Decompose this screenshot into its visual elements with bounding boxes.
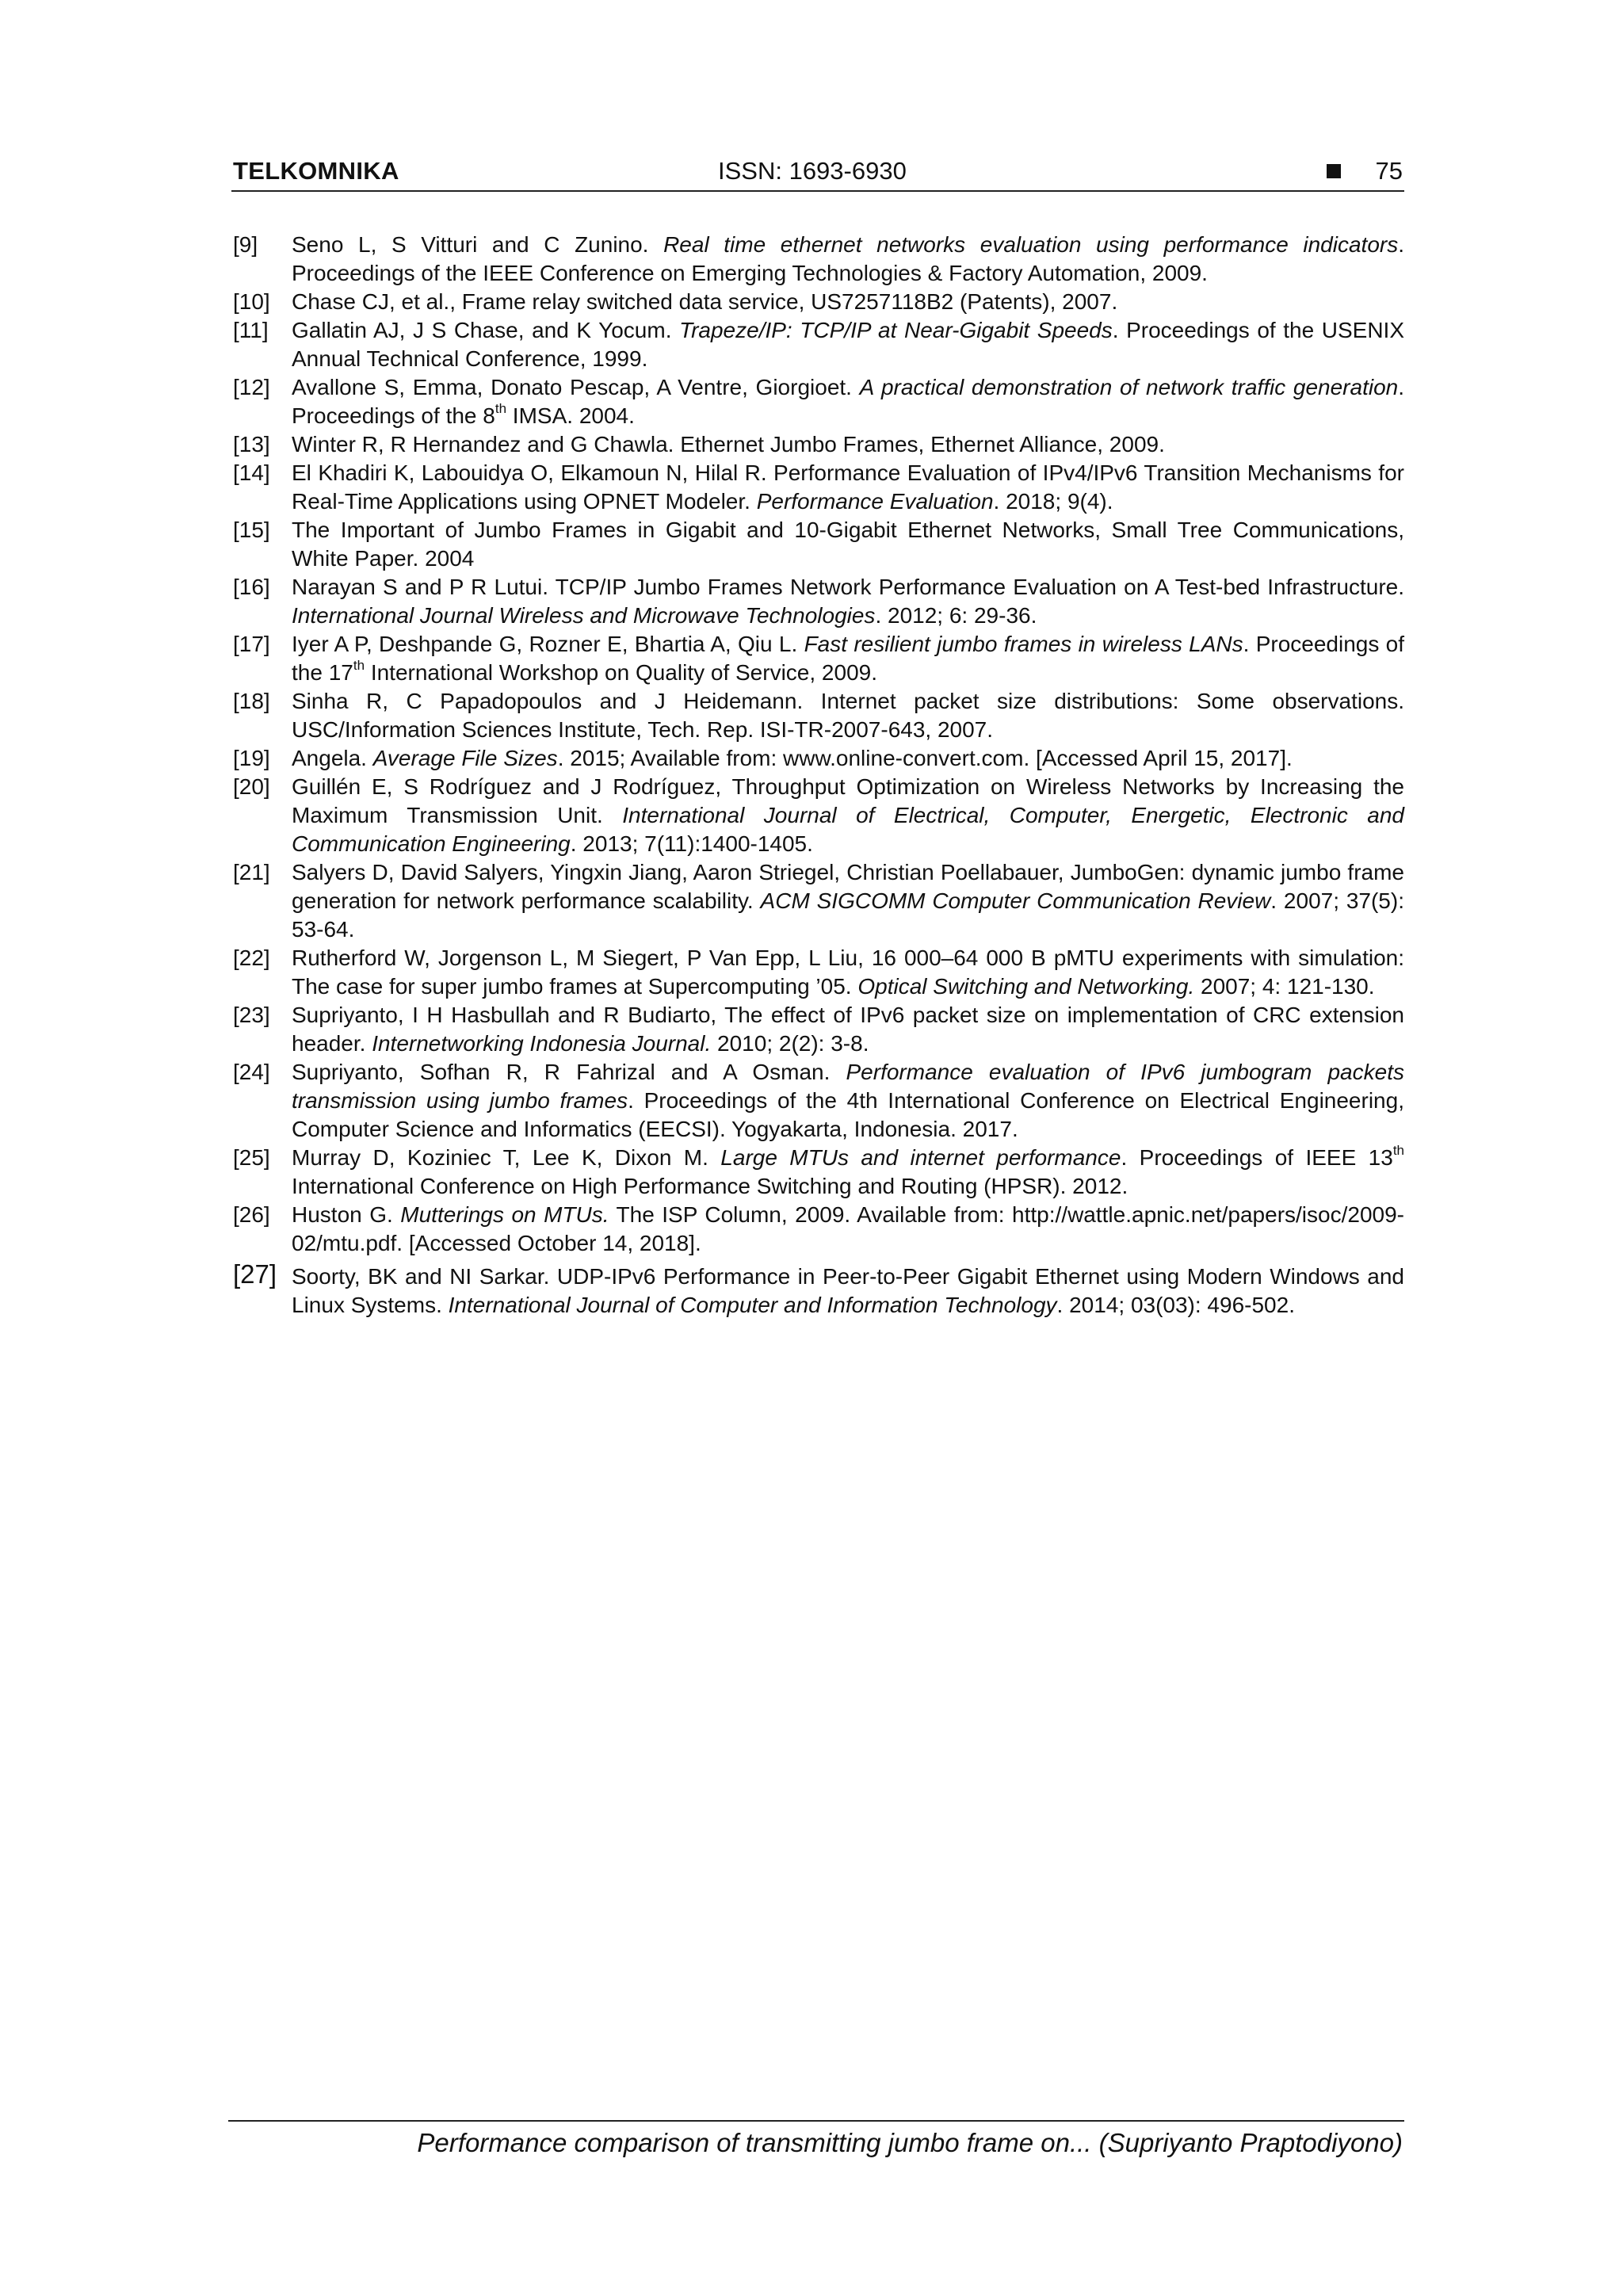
reference-item <box>231 516 1404 573</box>
reference-item <box>231 1001 1404 1058</box>
reference-item <box>231 687 1404 744</box>
reference-italic-title: Real time ethernet networks evaluation using performance indicators <box>663 232 1399 257</box>
reference-segment: The Important of Jumbo Frames in Gigabit and 10-Gigabit Ethernet Networks, Small Tree Communications, White Paper. 2004 <box>292 518 1404 571</box>
reference-italic-title: Optical Switching and Networking. <box>857 974 1195 999</box>
reference-number: [12] <box>233 375 270 399</box>
issn: ISSN: 1693-6930 <box>718 157 907 185</box>
reference-text <box>292 459 1404 516</box>
reference-segment: . Proceedings of the 8 <box>292 375 1405 428</box>
reference-segment: . Proceedings of the USENIX Annual Technical Conference, 1999. <box>292 318 1404 371</box>
reference-number: [22] <box>233 946 270 970</box>
running-footer: Performance comparison of transmitting jumbo frame on... (Supriyanto Praptodiyono) <box>417 2128 1403 2157</box>
superscript: th <box>495 400 507 416</box>
reference-italic-title: Average File Sizes <box>372 746 558 770</box>
reference-segment: 2010; 2(2): 3-8. <box>711 1031 869 1056</box>
reference-segment: Gallatin AJ, J S Chase, and K Yocum. <box>292 318 680 342</box>
reference-segment: Chase CJ, et al., Frame relay switched data service, US7257118B2 (Patents), 2007. <box>292 289 1118 314</box>
reference-list <box>231 231 1404 1320</box>
reference-segment: . 2007; 37(5): 53-64. <box>292 888 1404 942</box>
reference-italic-title: Large MTUs and internet performance <box>720 1145 1121 1170</box>
reference-italic-title: Internetworking Indonesia Journal. <box>372 1031 712 1056</box>
reference-segment: The ISP Column, 2009. Available from: http://wattle.apnic.net/papers/isoc/2009-02/mtu.pdf. [Accessed October 14, 2018]. <box>292 1202 1404 1255</box>
reference-item <box>231 316 1404 373</box>
reference-italic-title: International Journal Wireless and Microwave Technologies <box>292 603 876 628</box>
page-header <box>231 155 1404 192</box>
reference-number: [19] <box>233 746 270 770</box>
reference-italic-title: Fast resilient jumbo frames in wireless LANs <box>804 632 1243 656</box>
reference-item <box>231 858 1404 944</box>
reference-italic-title: Trapeze/IP: TCP/IP at Near-Gigabit Speeds <box>679 318 1113 342</box>
reference-number: [24] <box>233 1060 270 1084</box>
reference-item <box>231 573 1404 630</box>
reference-segment: IMSA. 2004. <box>506 403 635 428</box>
reference-number: [21] <box>233 860 270 884</box>
reference-number: [15] <box>233 518 270 542</box>
page-number: 75 <box>1375 157 1403 185</box>
reference-segment: 2007; 4: 121-130. <box>1194 974 1375 999</box>
reference-segment: Winter R, R Hernandez and G Chawla. Ethernet Jumbo Frames, Ethernet Alliance, 2009. <box>292 432 1165 457</box>
journal-name: TELKOMNIKA <box>233 157 399 185</box>
reference-text <box>292 744 1404 773</box>
reference-segment: International Workshop on Quality of Service, 2009. <box>365 660 877 685</box>
reference-segment: Murray D, Koziniec T, Lee K, Dixon M. <box>292 1145 721 1170</box>
reference-text <box>292 430 1404 459</box>
reference-text <box>292 1201 1404 1258</box>
reference-text <box>292 231 1404 288</box>
reference-segment: . 2014; 03(03): 496-502. <box>1056 1293 1295 1317</box>
reference-segment: Supriyanto, Sofhan R, R Fahrizal and A Osman. <box>292 1060 846 1084</box>
reference-number: [9] <box>233 232 258 257</box>
reference-number: [17] <box>233 632 270 656</box>
reference-item <box>231 459 1404 516</box>
reference-segment: Narayan S and P R Lutui. TCP/IP Jumbo Frames Network Performance Evaluation on A Test-bed Infrastructure. <box>292 575 1404 599</box>
reference-text <box>292 687 1404 744</box>
reference-number: [26] <box>233 1202 270 1227</box>
reference-segment: Iyer A P, Deshpande G, Rozner E, Bhartia A, Qiu L. <box>292 632 804 656</box>
reference-italic-title: Mutterings on MTUs. <box>400 1202 609 1227</box>
reference-text <box>292 516 1404 573</box>
reference-segment: . Proceedings of the IEEE Conference on Emerging Technologies & Factory Automation, 2009. <box>292 232 1404 285</box>
reference-segment: El Khadiri K, Labouidya O, Elkamoun N, Hilal R. Performance Evaluation of IPv4/IPv6 Transition Mechanisms for Real-Time Applications using OPNET Modeler. <box>292 460 1404 514</box>
reference-segment: . 2012; 6: 29-36. <box>875 603 1037 628</box>
reference-text <box>292 573 1404 630</box>
reference-text <box>292 944 1404 1001</box>
reference-text <box>292 1144 1404 1201</box>
reference-text <box>292 373 1404 430</box>
reference-text <box>292 1001 1404 1058</box>
reference-segment: Avallone S, Emma, Donato Pescap, A Ventre, Giorgioet. <box>292 375 860 399</box>
reference-segment: . 2013; 7(11):1400-1405. <box>570 831 813 856</box>
reference-item <box>231 773 1404 858</box>
reference-item <box>231 1201 1404 1258</box>
reference-italic-title: A practical demonstration of network traffic generation <box>859 375 1399 399</box>
reference-segment: Angela. <box>292 746 373 770</box>
reference-item <box>231 744 1404 773</box>
reference-text <box>292 858 1404 944</box>
reference-number: [10] <box>233 289 270 314</box>
reference-item <box>231 630 1404 687</box>
reference-italic-title: Performance Evaluation <box>756 489 994 514</box>
reference-text <box>292 316 1404 373</box>
footer-rule <box>228 2120 1404 2122</box>
reference-item <box>231 231 1404 288</box>
reference-segment: International Conference on High Performance Switching and Routing (HPSR). 2012. <box>292 1174 1128 1198</box>
reference-segment: . Proceedings of the 4th International Conference on Electrical Engineering, Computer Science and Informatics (EECSI). Yogyakarta, Indonesia. 2017. <box>292 1088 1404 1141</box>
reference-number: [23] <box>233 1003 270 1027</box>
reference-segment: Salyers D, David Salyers, Yingxin Jiang, Aaron Striegel, Christian Poellabauer, JumboGen: dynamic jumbo frame generation for network performance scalability. <box>292 860 1404 913</box>
superscript: th <box>353 657 365 673</box>
reference-italic-title: Performance evaluation of IPv6 jumbogram packets transmission using jumbo frames <box>292 1060 1404 1113</box>
reference-text <box>292 630 1404 687</box>
reference-segment: Guillén E, S Rodríguez and J Rodríguez, Throughput Optimization on Wireless Networks by Increasing the Maximum Transmission Unit. <box>292 774 1404 827</box>
reference-number: [13] <box>233 432 270 457</box>
reference-number: [20] <box>233 774 270 799</box>
reference-number: [27] <box>233 1259 277 1289</box>
reference-item <box>231 1144 1404 1201</box>
reference-number: [25] <box>233 1145 270 1170</box>
reference-item <box>231 430 1404 459</box>
reference-item <box>231 288 1404 316</box>
reference-number: [14] <box>233 460 270 485</box>
reference-segment: . 2015; Available from: www.online-convert.com. [Accessed April 15, 2017]. <box>557 746 1293 770</box>
reference-number: [16] <box>233 575 270 599</box>
reference-italic-title: International Journal of Computer and Information Technology <box>448 1293 1057 1317</box>
reference-segment: . Proceedings of IEEE 13 <box>1121 1145 1393 1170</box>
reference-item <box>231 373 1404 430</box>
reference-number: [18] <box>233 689 270 713</box>
reference-text <box>292 1058 1404 1144</box>
reference-item <box>231 1058 1404 1144</box>
square-bullet-icon <box>1327 164 1341 178</box>
reference-segment: Supriyanto, I H Hasbullah and R Budiarto, The effect of IPv6 packet size on implementation of CRC extension header. <box>292 1003 1404 1056</box>
reference-item <box>231 1259 1404 1320</box>
superscript: th <box>1392 1142 1404 1158</box>
reference-number: [11] <box>233 318 269 342</box>
reference-segment: . Proceedings of the 17 <box>292 632 1405 685</box>
reference-text <box>292 288 1404 316</box>
reference-segment: Rutherford W, Jorgenson L, M Siegert, P Van Epp, L Liu, 16 000–64 000 B pMTU experiments with simulation: The case for super jumbo frames at Supercomputing ’05. <box>292 946 1404 999</box>
reference-segment: Seno L, S Vitturi and C Zunino. <box>292 232 664 257</box>
reference-text <box>292 773 1404 858</box>
reference-segment: Huston G. <box>292 1202 401 1227</box>
reference-italic-title: ACM SIGCOMM Computer Communication Review <box>760 888 1271 913</box>
reference-segment: Sinha R, C Papadopoulos and J Heidemann. Internet packet size distributions: Some observations. USC/Information Sciences Institute, Tech. Rep. ISI-TR-2007-643, 2007. <box>292 689 1404 742</box>
reference-segment: . 2018; 9(4). <box>993 489 1113 514</box>
reference-italic-title: International Journal of Electrical, Computer, Energetic, Electronic and Communication Engineering <box>292 803 1405 856</box>
reference-text <box>292 1263 1404 1320</box>
reference-item <box>231 944 1404 1001</box>
reference-segment: Soorty, BK and NI Sarkar. UDP-IPv6 Performance in Peer-to-Peer Gigabit Ethernet using Modern Windows and Linux Systems. <box>292 1264 1404 1317</box>
